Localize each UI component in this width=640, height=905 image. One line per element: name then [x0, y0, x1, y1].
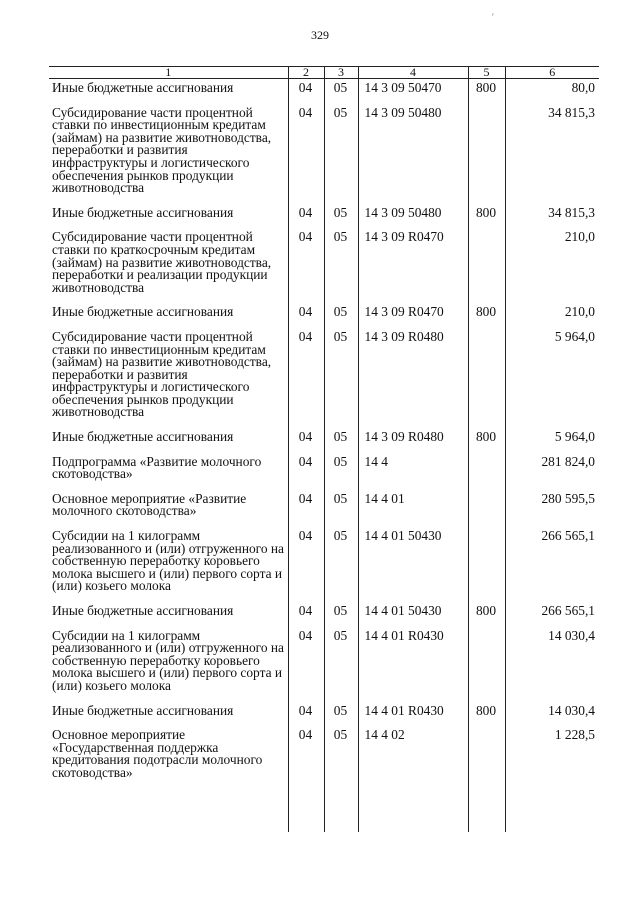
- header-col-4: 4: [358, 67, 468, 79]
- table-row: [49, 231, 599, 306]
- row-col-5: [468, 530, 505, 605]
- table-row: [49, 79, 599, 107]
- row-col-3: 05: [324, 107, 358, 207]
- table-row: [49, 493, 599, 530]
- row-col-3: 05: [324, 630, 358, 705]
- row-amount: 210,0: [505, 306, 599, 331]
- row-col-3: 05: [324, 456, 358, 493]
- row-name: Основное мероприятие «Государственная поддержка кредитования подотрасли молочного скотоводства»: [52, 727, 263, 780]
- header-col-3: 3: [324, 67, 358, 79]
- filler-cell: [288, 792, 324, 832]
- row-name: Иные бюджетные ассигнования: [52, 80, 234, 95]
- row-name: Субсидирование части процентной ставки по инвестиционным кредитам (займам) на развитие животноводства, переработки и развития инфраструктуры и логистического обеспечения рынков продукции животноводства: [52, 328, 272, 420]
- header-col-1: 1: [49, 67, 288, 79]
- header-col-2: 2: [288, 67, 324, 79]
- row-code: 14 4 02: [358, 729, 468, 791]
- row-amount: 34 815,3: [505, 207, 599, 232]
- row-amount: 281 824,0: [505, 456, 599, 493]
- corner-mark: ′: [492, 12, 494, 22]
- filler-cell: [468, 792, 505, 832]
- table-row: [49, 530, 599, 605]
- row-col-2: 04: [288, 605, 324, 630]
- row-col-2: 04: [288, 456, 324, 493]
- row-col-2: 04: [288, 306, 324, 331]
- row-name: Субсидии на 1 килограмм реализованного и (или) отгруженного на собственную переработку коровьего молока высшего и (или) первого сорта и (или) козьего молока: [52, 528, 284, 594]
- row-amount: 14 030,4: [505, 705, 599, 730]
- row-amount: 1 228,5: [505, 729, 599, 791]
- row-code: 14 4 01 R0430: [358, 630, 468, 705]
- row-col-5: [468, 493, 505, 530]
- row-code: 14 3 09 50480: [358, 207, 468, 232]
- row-col-5: 800: [468, 306, 505, 331]
- row-code: 14 3 09 50480: [358, 107, 468, 207]
- row-code: 14 3 09 R0480: [358, 331, 468, 431]
- row-col-2: 04: [288, 431, 324, 456]
- row-col-3: 05: [324, 605, 358, 630]
- row-code: 14 4 01 50430: [358, 605, 468, 630]
- row-amount: 266 565,1: [505, 530, 599, 605]
- page-number: 329: [311, 28, 329, 42]
- table-row: [49, 107, 599, 207]
- table-row: [49, 705, 599, 730]
- row-name: Иные бюджетные ассигнования: [52, 304, 234, 320]
- row-col-3: 05: [324, 331, 358, 431]
- row-code: 14 4: [358, 456, 468, 493]
- row-amount: 280 595,5: [505, 493, 599, 530]
- row-col-2: 04: [288, 705, 324, 730]
- row-col-5: [468, 331, 505, 431]
- row-col-3: 05: [324, 729, 358, 791]
- row-col-2: 04: [288, 493, 324, 530]
- row-col-2: 04: [288, 107, 324, 207]
- row-col-3: 05: [324, 231, 358, 306]
- budget-table: [49, 66, 599, 832]
- row-name: Субсидирование части процентной ставки по краткосрочным кредитам (займам) на развитие животноводства, переработки и реализации продукции животноводства: [52, 229, 272, 295]
- row-col-3: 05: [324, 493, 358, 530]
- header-col-6: 6: [505, 67, 599, 79]
- row-code: 14 3 09 R0470: [358, 306, 468, 331]
- filler-cell: [505, 792, 599, 832]
- row-name: Иные бюджетные ассигнования: [52, 204, 234, 220]
- header-col-5: 5: [468, 67, 505, 79]
- table-row: [49, 729, 599, 791]
- table-row: [49, 605, 599, 630]
- row-code: 14 4 01: [358, 493, 468, 530]
- table-row: [49, 207, 599, 232]
- row-col-5: 800: [468, 207, 505, 232]
- header-row: [49, 67, 599, 79]
- row-col-5: [468, 107, 505, 207]
- row-name: Подпрограмма «Развитие молочного скотоводства»: [52, 453, 262, 482]
- row-col-5: 800: [468, 79, 505, 107]
- row-col-2: 04: [288, 729, 324, 791]
- row-name: Иные бюджетные ассигнования: [52, 603, 234, 618]
- row-name: Субсидирование части процентной ставки по инвестиционным кредитам (займам) на развитие животноводства, переработки и развития инфраструктуры и логистического обеспечения рынков продукции животноводства: [52, 104, 272, 196]
- table-row: [49, 331, 599, 431]
- row-code: 14 3 09 R0480: [358, 431, 468, 456]
- filler-cell: [324, 792, 358, 832]
- row-col-3: 05: [324, 79, 358, 107]
- row-name: Субсидии на 1 килограмм реализованного и (или) отгруженного на собственную переработку коровьего молока высшего и (или) первого сорта и (или) козьего молока: [52, 627, 284, 693]
- row-amount: 210,0: [505, 231, 599, 306]
- table-row: [49, 431, 599, 456]
- table-filler-row: [49, 792, 599, 832]
- row-col-5: 800: [468, 431, 505, 456]
- row-code: 14 3 09 R0470: [358, 231, 468, 306]
- row-col-2: 04: [288, 231, 324, 306]
- row-col-3: 05: [324, 705, 358, 730]
- row-col-3: 05: [324, 530, 358, 605]
- row-amount: 80,0: [505, 79, 599, 107]
- row-col-3: 05: [324, 207, 358, 232]
- row-amount: 5 964,0: [505, 331, 599, 431]
- row-col-2: 04: [288, 630, 324, 705]
- row-col-5: [468, 456, 505, 493]
- row-col-2: 04: [288, 207, 324, 232]
- row-code: 14 3 09 50470: [358, 79, 468, 107]
- row-col-2: 04: [288, 530, 324, 605]
- row-col-5: [468, 630, 505, 705]
- row-col-2: 04: [288, 79, 324, 107]
- row-name: Иные бюджетные ассигнования: [52, 429, 234, 445]
- filler-cell: [49, 792, 288, 832]
- table-row: [49, 306, 599, 331]
- row-col-2: 04: [288, 331, 324, 431]
- row-code: 14 4 01 50430: [358, 530, 468, 605]
- row-col-3: 05: [324, 431, 358, 456]
- row-code: 14 4 01 R0430: [358, 705, 468, 730]
- row-amount: 5 964,0: [505, 431, 599, 456]
- row-col-3: 05: [324, 306, 358, 331]
- row-amount: 34 815,3: [505, 107, 599, 207]
- row-col-5: [468, 729, 505, 791]
- row-amount: 266 565,1: [505, 605, 599, 630]
- row-amount: 14 030,4: [505, 630, 599, 705]
- table-row: [49, 456, 599, 493]
- row-name: Иные бюджетные ассигнования: [52, 702, 234, 718]
- row-col-5: 800: [468, 605, 505, 630]
- table-row: [49, 630, 599, 705]
- row-name: Основное мероприятие «Развитие молочного скотоводства»: [52, 490, 247, 519]
- row-col-5: [468, 231, 505, 306]
- filler-cell: [358, 792, 468, 832]
- row-col-5: 800: [468, 705, 505, 730]
